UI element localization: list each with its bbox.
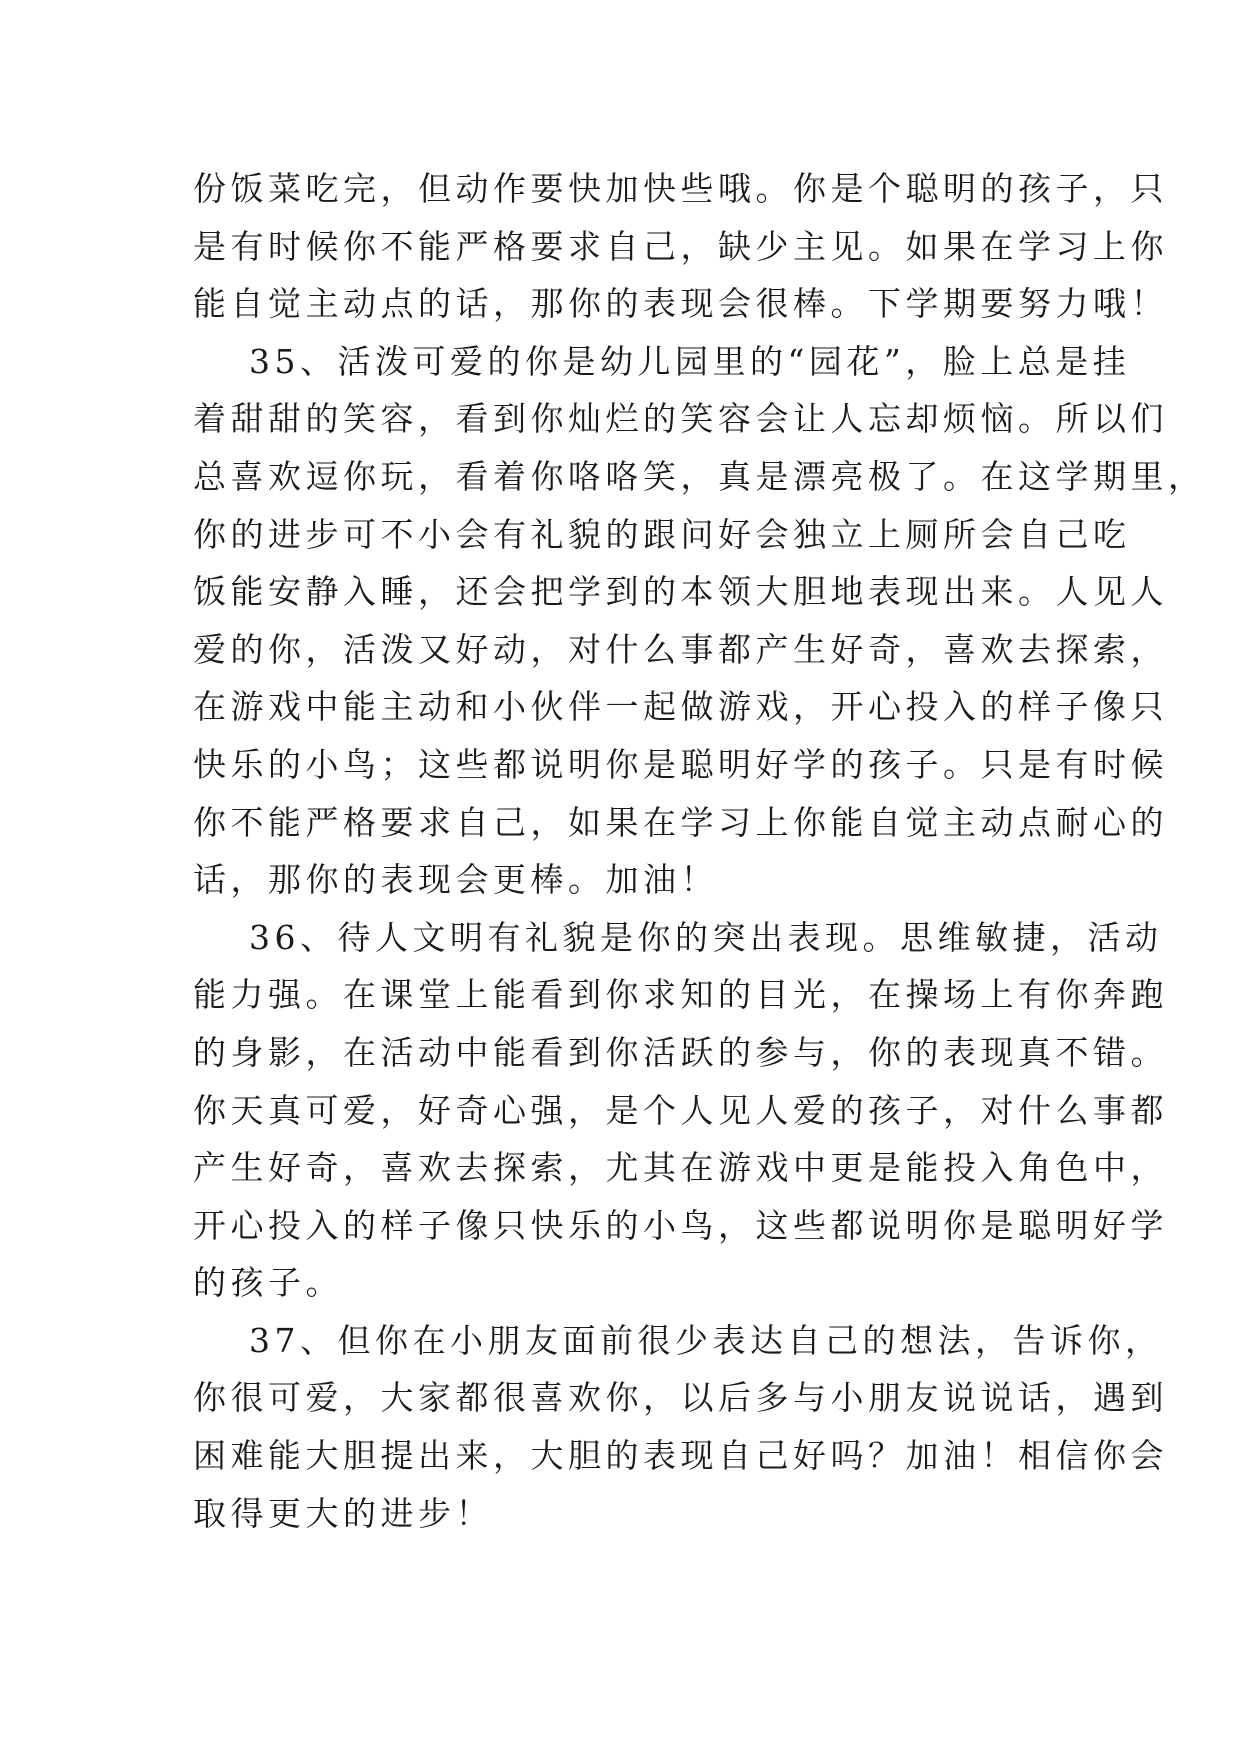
paragraph-continued bbox=[193, 160, 1168, 333]
text-line: 能力强。在课堂上能看到你求知的目光，在操场上有你奔跑 bbox=[193, 975, 1168, 1015]
paragraph-37 bbox=[193, 1312, 1168, 1542]
paragraph-35 bbox=[193, 333, 1206, 909]
text-line: 你很可爱，大家都很喜欢你，以后多与小朋友说说话，遇到 bbox=[193, 1378, 1168, 1418]
text-line: 着甜甜的笑容，看到你灿烂的笑容会让人忘却烦恼。所以们 bbox=[193, 399, 1168, 439]
text-line: 饭能安静入睡，还会把学到的本领大胆地表现出来。人见人 bbox=[193, 572, 1168, 612]
text-line: 困难能大胆提出来，大胆的表现自己好吗？加油！相信你会 bbox=[193, 1436, 1168, 1476]
text-line: 你天真可爱，好奇心强，是个人见人爱的孩子，对什么事都 bbox=[193, 1090, 1168, 1130]
text-line: 36、待人文明有礼貌是你的突出表现。思维敏捷，活动 bbox=[249, 917, 1163, 957]
text-line: 开心投入的样子像只快乐的小鸟，这些都说明你是聪明好学 bbox=[193, 1205, 1168, 1245]
text-line: 爱的你，活泼又好动，对什么事都产生好奇，喜欢去探索， bbox=[193, 629, 1168, 669]
text-line: 的孩子。 bbox=[193, 1263, 343, 1303]
text-line: 在游戏中能主动和小伙伴一起做游戏，开心投入的样子像只 bbox=[193, 687, 1168, 727]
text-line: 产生好奇，喜欢去探索，尤其在游戏中更是能投入角色中， bbox=[193, 1148, 1168, 1188]
document-body bbox=[193, 160, 1206, 1542]
text-line: 你的进步可不小会有礼貌的跟问好会独立上厕所会自己吃 bbox=[193, 514, 1131, 554]
text-line: 的身影，在活动中能看到你活跃的参与，你的表现真不错。 bbox=[193, 1032, 1168, 1072]
text-line: 快乐的小鸟；这些都说明你是聪明好学的孩子。只是有时候 bbox=[193, 744, 1168, 784]
paragraph-36 bbox=[193, 909, 1168, 1312]
text-line: 37、但你在小朋友面前很少表达自己的想法，告诉你， bbox=[249, 1320, 1163, 1360]
text-line: 能自觉主动点的话，那你的表现会很棒。下学期要努力哦！ bbox=[193, 284, 1168, 324]
text-line: 35、活泼可爱的你是幼儿园里的“园花”，脸上总是挂 bbox=[249, 341, 1131, 381]
text-line: 你不能严格要求自己，如果在学习上你能自觉主动点耐心的 bbox=[193, 802, 1168, 842]
text-line: 份饭菜吃完，但动作要快加快些哦。你是个聪明的孩子，只 bbox=[193, 169, 1168, 208]
text-line: 话，那你的表现会更棒。加油！ bbox=[193, 860, 718, 900]
text-line: 取得更大的进步！ bbox=[193, 1493, 493, 1533]
text-line: 是有时候你不能严格要求自己，缺少主见。如果在学习上你 bbox=[193, 226, 1168, 266]
text-line: 总喜欢逗你玩，看着你咯咯笑，真是漂亮极了。在这学期里， bbox=[193, 456, 1206, 496]
